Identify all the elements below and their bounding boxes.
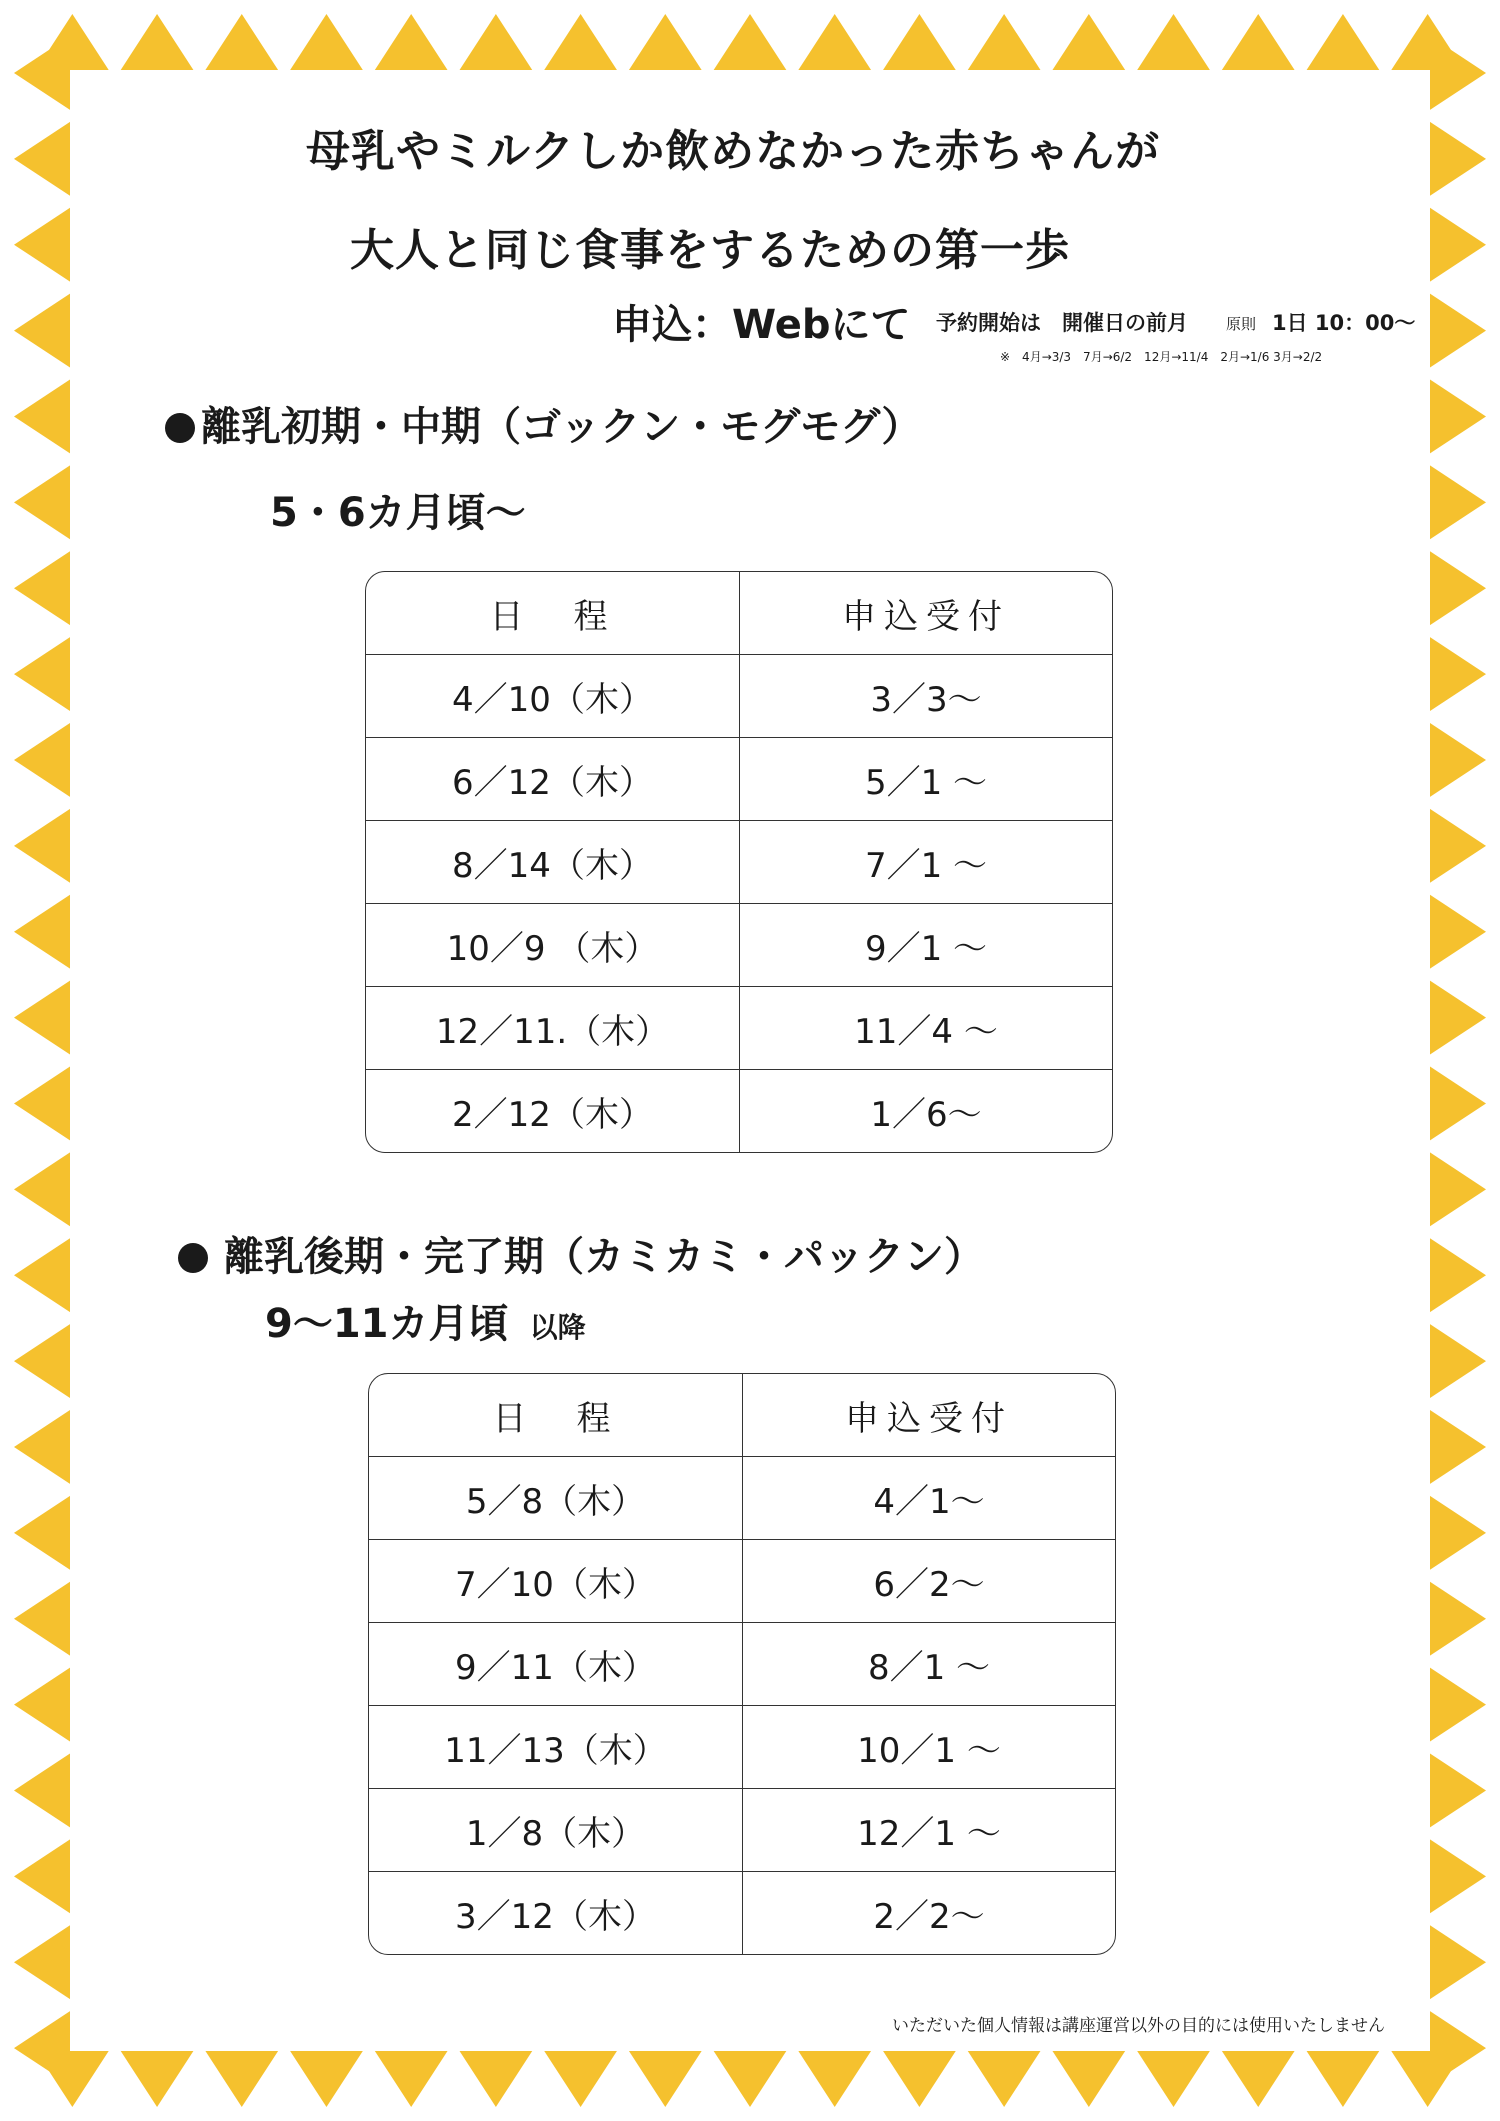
application-cell: 1／6～ bbox=[870, 1094, 982, 1135]
application-cell: 10／1 ～ bbox=[743, 1706, 1115, 1789]
table-row bbox=[366, 1070, 1112, 1152]
application-cell: 11／4 ～ bbox=[740, 987, 1112, 1070]
privacy-note: いただいた個人情報は講座運営以外の目的には使用いたしません bbox=[892, 2016, 1385, 2036]
table-row bbox=[369, 1789, 1115, 1872]
date-cell: 8／14（木） bbox=[366, 821, 740, 904]
date-cell: 7／10（木） bbox=[369, 1540, 743, 1623]
application-cell: 2／2～ bbox=[873, 1896, 985, 1937]
column-header-application: 申込受付 bbox=[743, 1374, 1115, 1457]
date-cell: 6／12（木） bbox=[366, 738, 740, 821]
table-row bbox=[369, 1623, 1115, 1706]
reservation-rule-label: 原則 bbox=[1226, 315, 1257, 333]
date-cell: 2／12（木） bbox=[366, 1070, 740, 1152]
application-cell: 6／2～ bbox=[743, 1540, 1115, 1623]
section1-age: 5・6カ月頃～ bbox=[270, 490, 526, 536]
application-cell: 5／1 ～ bbox=[740, 738, 1112, 821]
section1-heading bbox=[165, 395, 921, 452]
table-row bbox=[369, 1457, 1115, 1540]
bullet-icon bbox=[165, 413, 195, 443]
application-cell: 12／1 ～ bbox=[743, 1789, 1115, 1872]
section2-heading-text: 離乳後期・完了期（カミカミ・パックン） bbox=[224, 1234, 984, 1280]
table-row bbox=[369, 1872, 1115, 1954]
section2-age-note: 以降 bbox=[529, 1311, 586, 1344]
table-header-row bbox=[366, 572, 1112, 655]
section2-schedule-table bbox=[368, 1373, 1116, 1955]
application-cell: 3／3～ bbox=[740, 655, 1112, 738]
section2-heading bbox=[178, 1225, 984, 1282]
reservation-start-label: 予約開始は 開催日の前月 bbox=[936, 311, 1188, 335]
bullet-icon bbox=[178, 1243, 208, 1273]
table-row bbox=[369, 1540, 1115, 1623]
title-line-2: 大人と同じ食事をするための第一歩 bbox=[350, 225, 1070, 276]
date-cell: 3／12（木） bbox=[369, 1872, 743, 1954]
date-cell: 1／8（木） bbox=[369, 1789, 743, 1872]
application-cell: 9／1 ～ bbox=[740, 904, 1112, 987]
table-row bbox=[366, 738, 1112, 821]
section2-age-line bbox=[265, 1292, 586, 1349]
title-line-1: 母乳やミルクしか飲めなかった赤ちゃんが bbox=[306, 126, 1161, 177]
section1-schedule-table bbox=[365, 571, 1113, 1153]
application-cell: 4／1～ bbox=[743, 1457, 1115, 1540]
section1-heading-text: 離乳初期・中期（ゴックン・モグモグ） bbox=[201, 404, 922, 450]
column-header-application: 申込受付 bbox=[740, 572, 1112, 655]
column-header-date: 日 程 bbox=[369, 1374, 743, 1457]
table-row bbox=[366, 821, 1112, 904]
application-cell: 7／1 ～ bbox=[740, 821, 1112, 904]
reservation-exception-note: ※ 4月→3/3 7月→6/2 12月→11/4 2月→1/6 3月→2/2 bbox=[1000, 350, 1323, 364]
table-header-row bbox=[369, 1374, 1115, 1457]
apply-method: 申込：Webにて bbox=[612, 302, 911, 348]
table-row bbox=[366, 904, 1112, 987]
column-header-date: 日 程 bbox=[366, 572, 740, 655]
date-cell: 5／8（木） bbox=[369, 1457, 743, 1540]
date-cell: 12／11.（木） bbox=[366, 987, 740, 1070]
table-row bbox=[369, 1706, 1115, 1789]
application-cell: 8／1 ～ bbox=[743, 1623, 1115, 1706]
date-cell: 11／13（木） bbox=[369, 1706, 743, 1789]
section2-age: 9～11カ月頃 bbox=[265, 1301, 509, 1347]
date-cell: 9／11（木） bbox=[369, 1623, 743, 1706]
table-row bbox=[366, 655, 1112, 738]
reservation-start-time: 1日 10：00～ bbox=[1272, 311, 1416, 335]
date-cell: 10／9 （木） bbox=[366, 904, 740, 987]
table-row bbox=[366, 987, 1112, 1070]
date-cell: 4／10（木） bbox=[366, 655, 740, 738]
